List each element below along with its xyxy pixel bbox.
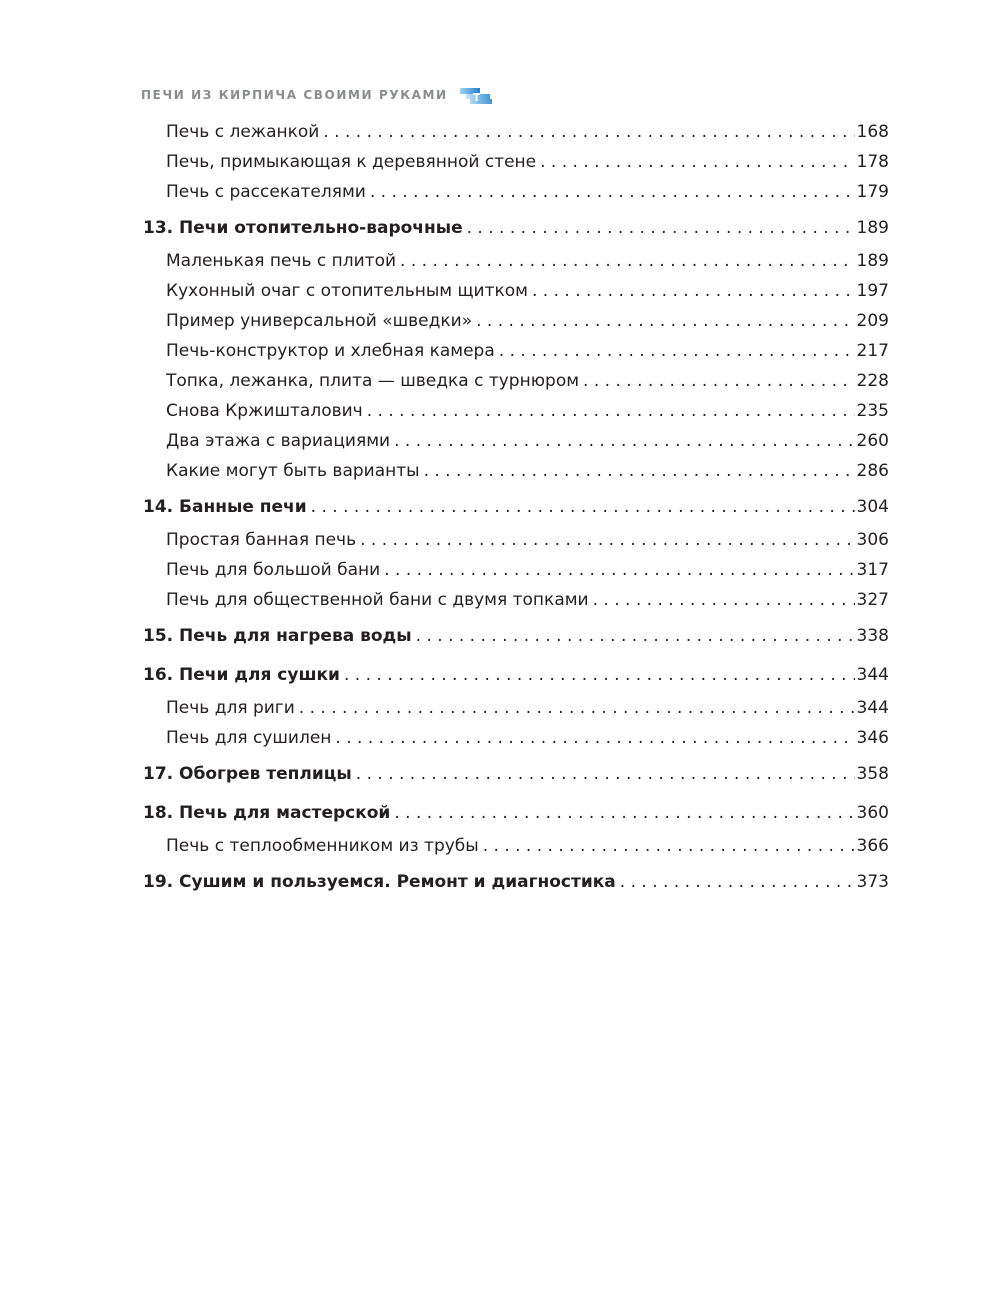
toc-entry-title: Печь для большой бани [166, 560, 381, 580]
toc-entry-title: 16. Печи для сушки [143, 665, 340, 685]
toc-entry-title: Печь с теплообменником из трубы [166, 836, 479, 856]
toc-chapter-entry[interactable] [143, 618, 889, 654]
running-title: ПЕЧИ ИЗ КИРПИЧА СВОИМИ РУКАМИ [141, 88, 448, 102]
toc-chapter-entry[interactable] [143, 210, 889, 246]
toc-chapter-entry[interactable] [143, 489, 889, 525]
toc-page-number: 260 [856, 431, 889, 451]
toc-page-number: 286 [856, 461, 889, 481]
toc-section-entry[interactable] [143, 177, 889, 207]
toc-page-number: 327 [856, 590, 889, 610]
toc-page-number: 189 [856, 218, 889, 238]
toc-entry-title: Топка, лежанка, плита — шведка с турнюром [166, 371, 580, 391]
toc-section-entry[interactable] [143, 246, 889, 276]
toc-section-entry[interactable] [143, 426, 889, 456]
toc-section-entry[interactable] [143, 585, 889, 615]
toc-entry-title: Печь с лежанкой [166, 122, 320, 142]
toc-page-number: 346 [856, 728, 889, 748]
toc-leader-dots [476, 306, 854, 336]
toc-leader-dots [370, 177, 855, 207]
toc-leader-dots [583, 366, 855, 396]
toc-page-number: 228 [856, 371, 889, 391]
toc-page-number: 178 [856, 152, 889, 172]
toc-leader-dots [499, 336, 855, 366]
toc-section-entry[interactable] [143, 456, 889, 486]
toc-leader-dots [344, 657, 855, 693]
toc-page-number: 235 [856, 401, 889, 421]
toc-section-entry[interactable] [143, 525, 889, 555]
toc-leader-dots [367, 396, 855, 426]
toc-leader-dots [416, 618, 855, 654]
toc-leader-dots [356, 756, 855, 792]
toc-leader-dots [384, 555, 854, 585]
toc-section-entry[interactable] [143, 306, 889, 336]
toc-chapter-entry[interactable] [143, 657, 889, 693]
toc-leader-dots [360, 525, 854, 555]
toc-entry-title: 14. Банные печи [143, 497, 307, 517]
toc-leader-dots [400, 246, 855, 276]
toc-section-entry[interactable] [143, 276, 889, 306]
toc-chapter-entry[interactable] [143, 864, 889, 900]
toc-leader-dots [394, 795, 854, 831]
toc-leader-dots [299, 693, 855, 723]
toc-page-number: 360 [856, 803, 889, 823]
toc-entry-title: 13. Печи отопительно-варочные [143, 218, 463, 238]
toc-leader-dots [311, 489, 855, 525]
book-logo-icon [460, 86, 494, 106]
toc-entry-title: Печь, примыкающая к деревянной стене [166, 152, 537, 172]
toc-leader-dots [620, 864, 855, 900]
toc-section-entry[interactable] [143, 831, 889, 861]
toc-section-entry[interactable] [143, 336, 889, 366]
toc-leader-dots [323, 117, 854, 147]
toc-section-entry[interactable] [143, 555, 889, 585]
toc-entry-title: Печь с рассекателями [166, 182, 366, 202]
toc-section-entry[interactable] [143, 147, 889, 177]
toc-leader-dots [532, 276, 855, 306]
toc-page-number: 306 [856, 530, 889, 550]
toc-page-number: 317 [856, 560, 889, 580]
table-of-contents [143, 117, 889, 900]
toc-chapter-entry[interactable] [143, 756, 889, 792]
toc-page-number: 209 [856, 311, 889, 331]
toc-page-number: 344 [856, 698, 889, 718]
toc-entry-title: Печь для риги [166, 698, 295, 718]
toc-page-number: 373 [856, 872, 889, 892]
toc-entry-title: Два этажа с вариациями [166, 431, 391, 451]
toc-entry-title: 17. Обогрев теплицы [143, 764, 352, 784]
toc-section-entry[interactable] [143, 117, 889, 147]
toc-entry-title: Кухонный очаг с отопительным щитком [166, 281, 528, 301]
toc-section-entry[interactable] [143, 396, 889, 426]
toc-page-number: 358 [856, 764, 889, 784]
toc-page-number: 338 [856, 626, 889, 646]
toc-leader-dots [335, 723, 854, 753]
toc-leader-dots [424, 456, 855, 486]
toc-chapter-entry[interactable] [143, 795, 889, 831]
toc-page-number: 197 [856, 281, 889, 301]
toc-page-number: 304 [856, 497, 889, 517]
toc-section-entry[interactable] [143, 366, 889, 396]
running-header [141, 85, 494, 105]
toc-page-number: 366 [856, 836, 889, 856]
toc-page-number: 344 [856, 665, 889, 685]
toc-entry-title: 19. Сушим и пользуемся. Ремонт и диагностика [143, 872, 616, 892]
toc-leader-dots [540, 147, 854, 177]
toc-section-entry[interactable] [143, 723, 889, 753]
toc-page-number: 217 [856, 341, 889, 361]
toc-entry-title: Снова Кржишталович [166, 401, 363, 421]
toc-entry-title: 15. Печь для нагрева воды [143, 626, 412, 646]
toc-entry-title: Печь-конструктор и хлебная камера [166, 341, 495, 361]
toc-leader-dots [593, 585, 855, 615]
toc-leader-dots [483, 831, 855, 861]
toc-entry-title: Печь для общественной бани с двумя топками [166, 590, 589, 610]
toc-leader-dots [467, 210, 855, 246]
toc-page-number: 168 [856, 122, 889, 142]
toc-section-entry[interactable] [143, 693, 889, 723]
toc-entry-title: Пример универсальной «шведки» [166, 311, 473, 331]
toc-entry-title: Какие могут быть варианты [166, 461, 420, 481]
toc-page-number: 179 [856, 182, 889, 202]
toc-entry-title: Простая банная печь [166, 530, 357, 550]
toc-entry-title: Маленькая печь с плитой [166, 251, 397, 271]
toc-entry-title: Печь для сушилен [166, 728, 332, 748]
toc-page-number: 189 [856, 251, 889, 271]
toc-leader-dots [394, 426, 854, 456]
toc-entry-title: 18. Печь для мастерской [143, 803, 391, 823]
